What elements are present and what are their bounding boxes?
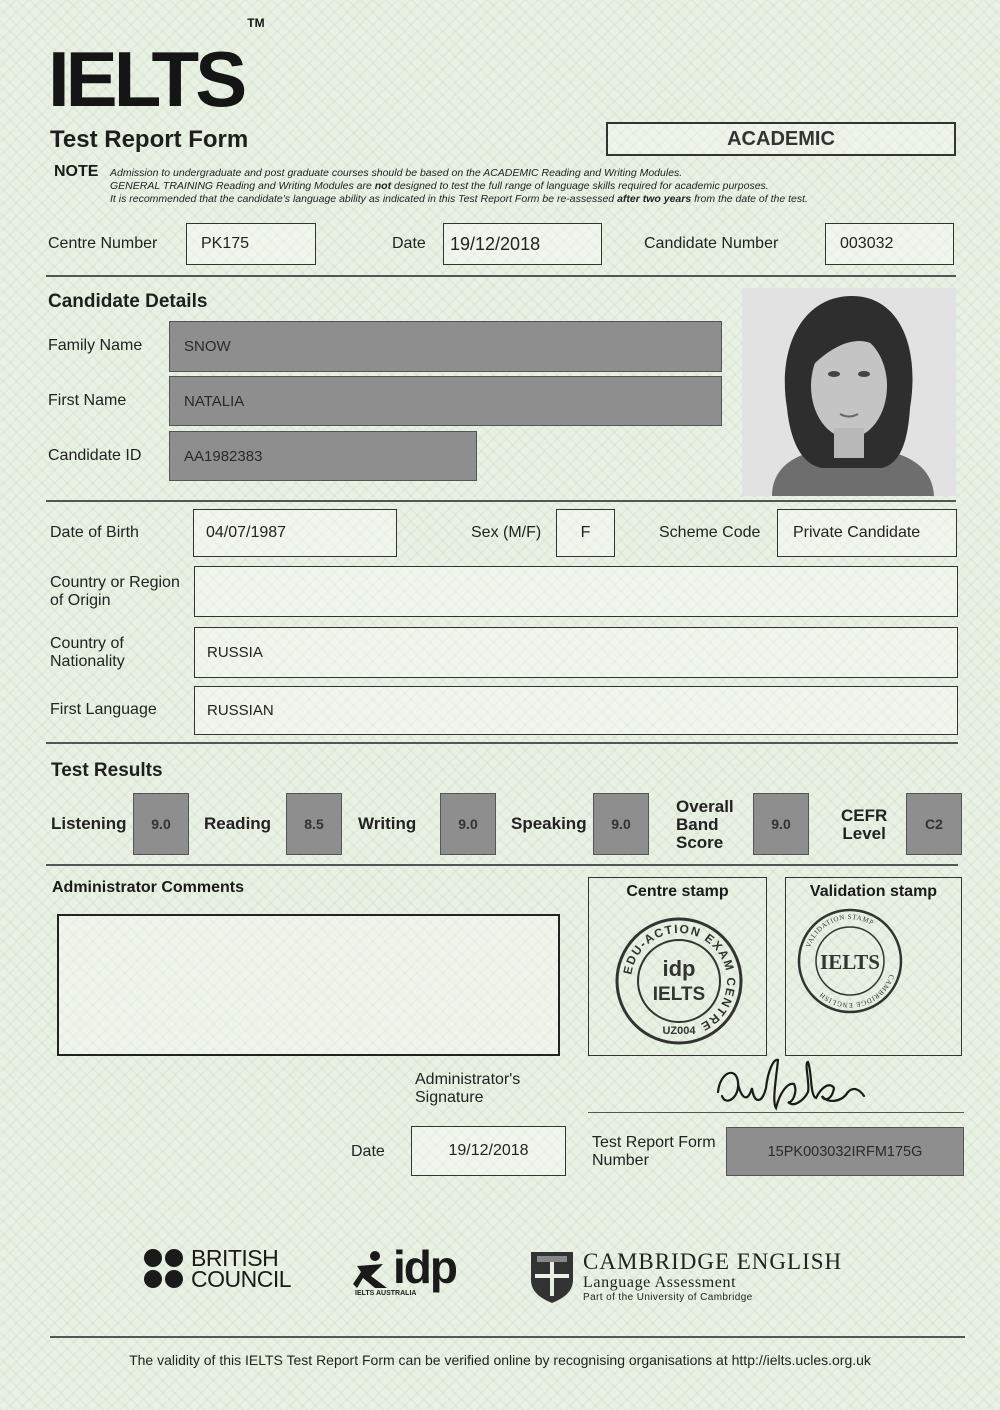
candidate-number-label: Candidate Number [644, 235, 779, 252]
centre-stamp-box [588, 877, 767, 1056]
dob-label: Date of Birth [50, 524, 139, 541]
signature-line [588, 1112, 964, 1113]
divider [46, 864, 958, 866]
candidate-details-heading: Candidate Details [48, 291, 208, 312]
british-council-logo: BRITISH COUNCIL [143, 1248, 291, 1290]
administrator-signature [708, 1052, 878, 1116]
family-name-field: SNOW [169, 321, 722, 372]
validation-stamp-seal [795, 906, 905, 1016]
svg-text:CAMBRIDGE ENGLISH: CAMBRIDGE ENGLISH [817, 973, 896, 1010]
cefr-level-score: C2 [906, 793, 962, 855]
candidate-number-field: 003032 [825, 223, 954, 265]
svg-text:EDU-ACTION EXAM CENTRE: EDU-ACTION EXAM CENTRE [620, 921, 739, 1035]
cambridge-english-logo: CAMBRIDGE ENGLISH Language Assessment Part of the University of Cambridge [529, 1250, 842, 1304]
overall-band-label: Overall Band Score [676, 797, 734, 852]
footer-divider [50, 1336, 965, 1338]
sex-field: F [556, 509, 615, 557]
divider [46, 275, 956, 277]
footer-verification-text: The validity of this IELTS Test Report Form can be verified online by recognising organisations at http://ielts.ucles.org.uk [129, 1352, 871, 1368]
listening-label: Listening [51, 814, 127, 833]
scheme-code-field: Private Candidate [777, 509, 957, 557]
svg-text:idp: idp [662, 956, 696, 981]
nationality-label: Country of Nationality [50, 635, 125, 670]
divider [46, 742, 958, 744]
candidate-photo [742, 288, 956, 496]
svg-text:VALIDATION STAMP: VALIDATION STAMP [804, 912, 876, 949]
centre-number-field: PK175 [186, 223, 316, 265]
candidate-id-label: Candidate ID [48, 447, 142, 464]
issue-date-label: Date [351, 1143, 385, 1160]
country-origin-label: Country or Region of Origin [50, 574, 180, 609]
writing-label: Writing [358, 814, 417, 833]
date-label: Date [392, 235, 426, 252]
issue-date-field: 19/12/2018 [411, 1126, 566, 1176]
dob-field: 04/07/1987 [193, 509, 397, 557]
listening-score: 9.0 [133, 793, 189, 855]
admin-comments-heading: Administrator Comments [52, 879, 245, 896]
first-name-field: NATALIA [169, 376, 722, 426]
cambridge-shield-icon [529, 1250, 575, 1304]
note-label: NOTE [54, 163, 99, 180]
test-results-heading: Test Results [51, 760, 163, 781]
reading-label: Reading [204, 814, 272, 833]
svg-text:IELTS: IELTS [652, 984, 706, 1005]
family-name-label: Family Name [48, 337, 143, 354]
sex-label: Sex (M/F) [471, 524, 542, 541]
writing-score: 9.0 [440, 793, 496, 855]
page-title: Test Report Form [50, 126, 249, 153]
first-language-label: First Language [50, 701, 157, 718]
speaking-label: Speaking [511, 814, 587, 833]
country-origin-field [194, 566, 958, 617]
centre-stamp-seal [614, 916, 744, 1046]
trf-number-label: Test Report Form Number [592, 1134, 716, 1169]
centre-stamp-title: Centre stamp [626, 883, 729, 900]
ielts-logo: IELTS™ [48, 16, 265, 123]
validation-stamp-title: Validation stamp [809, 883, 938, 900]
first-language-field: RUSSIAN [194, 686, 958, 735]
nationality-field: RUSSIA [194, 627, 958, 678]
module-box: ACADEMIC [606, 122, 956, 156]
svg-text:UZ004: UZ004 [662, 1025, 696, 1037]
idp-figure-icon [353, 1250, 391, 1290]
centre-number-label: Centre Number [48, 235, 158, 252]
svg-text:IELTS: IELTS [820, 950, 880, 974]
cefr-level-label: CEFR Level [841, 806, 888, 843]
admin-comments-box [57, 914, 560, 1056]
note-text: Admission to undergraduate and post graduate courses should be based on the ACADEMIC Reading and Writing Modules. GENERAL TRAINING Reading and Writing Modules are not designed to test the full range of language skills required for academic purposes. It is recommended that the candidate's language ability as indicated in this Test Report Form be re-assessed after two years from the date of the test. [110, 167, 808, 205]
british-council-dots-icon [143, 1248, 185, 1290]
trf-number-field: 15PK003032IRFM175G [726, 1127, 964, 1176]
portrait-image [742, 288, 956, 496]
date-field: 19/12/2018 [443, 223, 602, 265]
divider [46, 500, 956, 502]
first-name-label: First Name [48, 392, 127, 409]
reading-score: 8.5 [286, 793, 342, 855]
candidate-id-field: AA1982383 [169, 431, 477, 481]
speaking-score: 9.0 [593, 793, 649, 855]
overall-band-score: 9.0 [753, 793, 809, 855]
signature-label: Administrator's Signature [415, 1071, 521, 1106]
validation-stamp-box [785, 877, 962, 1056]
scheme-code-label: Scheme Code [659, 524, 761, 541]
